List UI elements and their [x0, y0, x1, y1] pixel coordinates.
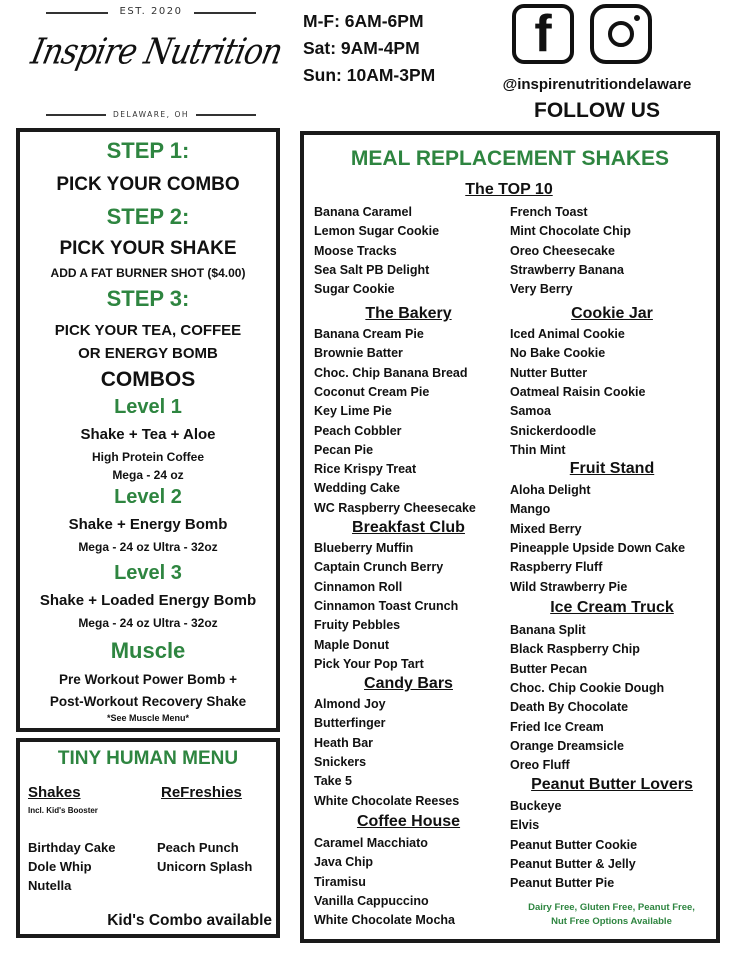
store-hours — [303, 8, 435, 89]
list-item: Peach Cobbler — [314, 423, 402, 438]
tiny-shakes-label: Shakes — [28, 784, 81, 801]
combos-heading: COMBOS — [100, 368, 196, 391]
list-item: Tiramisu — [314, 874, 366, 889]
level2-size: Mega - 24 oz Ultra - 32oz — [78, 540, 218, 554]
list-item: French Toast — [510, 205, 588, 219]
category-heading-ice-cream-truck: Ice Cream Truck — [550, 599, 674, 616]
list-item: Samoa — [510, 404, 551, 419]
logo-city: DELAWARE, OH — [46, 110, 256, 119]
list-item: Pineapple Upside Down Cake — [510, 540, 686, 555]
list-item: Pick Your Pop Tart — [314, 656, 424, 671]
list-item: Mango — [510, 502, 551, 517]
list-item: Java Chip — [314, 855, 374, 870]
category-heading-breakfast-club: Breakfast Club — [352, 519, 465, 536]
list-item: Raspberry Fluff — [510, 560, 603, 575]
hours-sunday: Sun: 10AM-3PM — [303, 65, 436, 85]
list-item: Coconut Cream Pie — [314, 384, 430, 399]
list-item: Peanut Butter Cookie — [510, 837, 638, 852]
level2-text: Shake + Energy Bomb — [68, 516, 228, 533]
list-item: Black Raspberry Chip — [510, 642, 640, 657]
level3-text: Shake + Loaded Energy Bomb — [39, 592, 257, 609]
list-item: Fried Ice Cream — [510, 719, 604, 734]
list-item: Choc. Chip Banana Bread — [314, 365, 468, 380]
list-item: Cinnamon Roll — [314, 579, 403, 594]
category-heading-bakery: The Bakery — [365, 305, 452, 322]
muscle-heading: Muscle — [110, 638, 186, 663]
hours-saturday: Sat: 9AM-4PM — [303, 38, 420, 58]
list-item: Thin Mint — [510, 442, 566, 457]
shakes-menu-panel — [300, 131, 720, 943]
list-item: Mint Chocolate Chip — [510, 224, 631, 239]
muscle-note: *See Muscle Menu* — [106, 713, 190, 723]
logo-wordmark: Inspire Nutrition — [27, 31, 286, 73]
instagram-icon[interactable] — [590, 4, 652, 64]
list-item: Vanilla Cappuccino — [314, 893, 429, 908]
level1-sub: High Protein Coffee — [91, 450, 204, 464]
list-item: Pecan Pie — [314, 442, 374, 457]
kids-combo: Kid's Combo available — [107, 912, 272, 929]
social-handle: @inspirenutritiondelaware — [502, 76, 692, 93]
list-item: Nutter Butter — [510, 365, 588, 380]
social-icons — [512, 4, 668, 66]
list-item: Oreo Fluff — [510, 758, 570, 773]
list-item: Orange Dreamsicle — [510, 738, 624, 753]
step3-heading: STEP 3: — [106, 286, 190, 311]
tiny-title: TINY HUMAN MENU — [57, 748, 239, 769]
follow-us: FOLLOW US — [534, 99, 660, 122]
hours-weekday: M-F: 6AM-6PM — [303, 11, 424, 31]
list-item: Banana Cream Pie — [314, 327, 424, 341]
list-item: Oatmeal Raisin Cookie — [510, 384, 646, 399]
list-item: Snickerdoodle — [510, 423, 597, 438]
list-item: Wild Strawberry Pie — [510, 579, 628, 594]
level1-size: Mega - 24 oz — [112, 468, 184, 482]
logo — [18, 4, 288, 126]
list-item: Oreo Cheesecake — [510, 243, 615, 258]
list-item: Aloha Delight — [510, 483, 591, 497]
list-item: Iced Animal Cookie — [510, 327, 625, 341]
list-item: Moose Tracks — [314, 243, 397, 258]
facebook-icon[interactable]: f — [512, 4, 574, 64]
list-item: Elvis — [510, 818, 540, 833]
muscle-text-2: Post-Workout Recovery Shake — [49, 694, 247, 709]
list-item: Heath Bar — [314, 735, 374, 750]
dietary-note-1: Dairy Free, Gluten Free, Peanut Free, — [528, 902, 695, 913]
list-item: Banana Split — [510, 623, 586, 637]
list-item: Snickers — [314, 754, 367, 769]
list-item: Butterfinger — [314, 716, 386, 731]
list-item: Choc. Chip Cookie Dough — [510, 680, 665, 695]
list-item: Birthday Cake — [28, 840, 116, 855]
level3-size: Mega - 24 oz Ultra - 32oz — [78, 616, 218, 630]
tiny-shakes-note: Incl. Kid's Booster — [28, 806, 98, 815]
list-item: Wedding Cake — [314, 481, 400, 496]
tiny-refreshies-label: ReFreshies — [161, 784, 242, 801]
step3-text-2: OR ENERGY BOMB — [78, 345, 218, 362]
tiny-human-panel — [16, 738, 280, 938]
dietary-note-2: Nut Free Options Available — [551, 916, 672, 927]
list-item: Strawberry Banana — [510, 262, 624, 277]
list-item: Almond Joy — [314, 697, 386, 711]
steps-panel — [16, 128, 280, 732]
category-heading-top10: The TOP 10 — [465, 181, 553, 198]
level3-heading: Level 3 — [114, 562, 182, 584]
category-heading-peanut-butter: Peanut Butter Lovers — [531, 776, 693, 793]
logo-est: EST. 2020 — [46, 6, 256, 17]
list-item: Caramel Macchiato — [314, 836, 428, 850]
list-item: WC Raspberry Cheesecake — [314, 500, 476, 515]
category-heading-coffee-house: Coffee House — [356, 813, 461, 830]
list-item: Dole Whip — [28, 859, 92, 874]
list-item: Buckeye — [510, 799, 562, 813]
muscle-text-1: Pre Workout Power Bomb + — [59, 672, 237, 687]
list-item: Butter Pecan — [510, 661, 588, 676]
step2-text: PICK YOUR SHAKE — [59, 238, 237, 259]
list-item: Nutella — [28, 878, 72, 893]
list-item: Blueberry Muffin — [314, 541, 414, 555]
list-item: Very Berry — [510, 282, 573, 297]
list-item: Captain Crunch Berry — [314, 560, 444, 575]
list-item: Mixed Berry — [510, 521, 582, 536]
category-heading-candy-bars: Candy Bars — [364, 675, 453, 692]
list-item: Brownie Batter — [314, 346, 403, 361]
category-heading-cookie-jar: Cookie Jar — [571, 305, 653, 322]
list-item: Rice Krispy Treat — [314, 462, 417, 477]
list-item: Lemon Sugar Cookie — [314, 224, 440, 239]
menu-title: MEAL REPLACEMENT SHAKES — [350, 147, 670, 170]
level1-heading: Level 1 — [114, 396, 182, 418]
list-item: Peach Punch — [157, 840, 239, 855]
step2-sub: ADD A FAT BURNER SHOT ($4.00) — [50, 266, 246, 280]
list-item: Banana Caramel — [314, 205, 412, 219]
list-item: Cinnamon Toast Crunch — [314, 598, 459, 613]
list-item: No Bake Cookie — [510, 346, 606, 361]
list-item: White Chocolate Reeses — [314, 793, 460, 808]
list-item: Maple Donut — [314, 637, 389, 652]
list-item: Peanut Butter Pie — [510, 876, 615, 891]
category-heading-fruit-stand: Fruit Stand — [569, 460, 655, 477]
level2-heading: Level 2 — [114, 486, 182, 508]
list-item: Unicorn Splash — [157, 859, 253, 874]
step2-heading: STEP 2: — [106, 204, 190, 229]
list-item: White Chocolate Mocha — [314, 913, 455, 928]
list-item: Death By Chocolate — [510, 700, 629, 715]
step1-text: PICK YOUR COMBO — [56, 174, 240, 195]
list-item: Peanut Butter & Jelly — [510, 856, 636, 871]
step1-heading: STEP 1: — [106, 138, 190, 163]
list-item: Fruity Pebbles — [314, 618, 401, 633]
list-item: Sugar Cookie — [314, 282, 395, 297]
list-item: Key Lime Pie — [314, 404, 392, 419]
list-item: Sea Salt PB Delight — [314, 262, 430, 277]
step3-text-1: PICK YOUR TEA, COFFEE — [54, 322, 242, 339]
level1-text: Shake + Tea + Aloe — [80, 426, 216, 443]
list-item: Take 5 — [314, 774, 352, 789]
